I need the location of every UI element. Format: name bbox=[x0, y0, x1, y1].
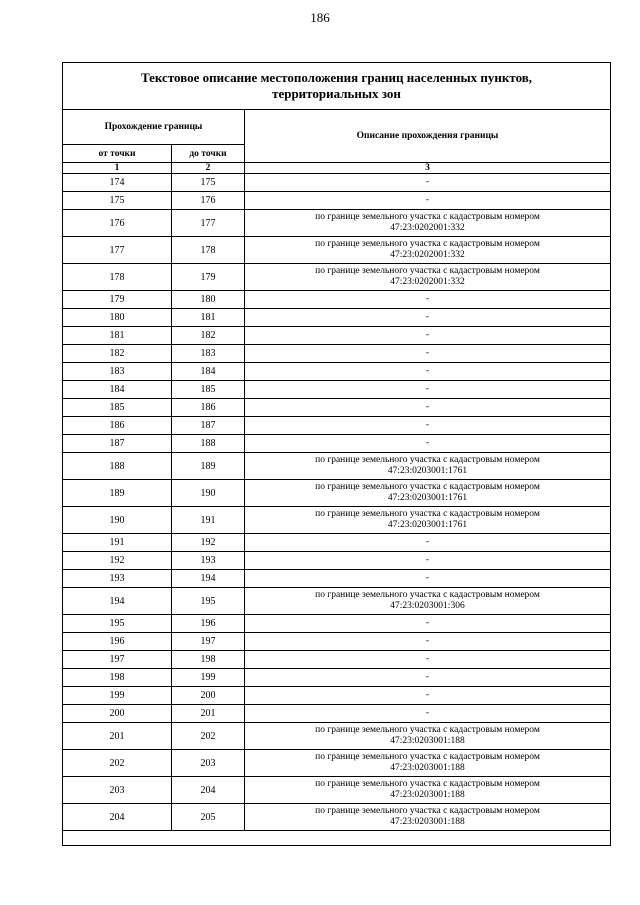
table-row bbox=[63, 174, 611, 192]
table-row bbox=[63, 309, 611, 327]
description-cell bbox=[245, 237, 611, 264]
header-description: Описание прохождения границы bbox=[245, 110, 611, 163]
table-row bbox=[63, 777, 611, 804]
cadastral-number: 47:23:0203001:306 bbox=[390, 601, 465, 611]
description-text: - bbox=[425, 294, 430, 304]
to-point-cell: 176 bbox=[172, 192, 245, 210]
header-to-point: до точки bbox=[172, 145, 245, 163]
description-text: - bbox=[425, 366, 430, 376]
description-cell bbox=[245, 309, 611, 327]
cadastral-number: 47:23:0203001:1761 bbox=[387, 466, 468, 476]
description-text: по границе земельного участка с кадастровым номером bbox=[315, 482, 540, 492]
table-row bbox=[63, 507, 611, 534]
from-point-cell: 189 bbox=[63, 480, 172, 507]
cadastral-number: 47:23:0203001:188 bbox=[390, 763, 465, 773]
description-cell bbox=[245, 804, 611, 831]
to-point-cell: 193 bbox=[172, 552, 245, 570]
description-cell bbox=[245, 687, 611, 705]
description-text: по границе земельного участка с кадастровым номером bbox=[315, 455, 540, 465]
to-point-cell: 203 bbox=[172, 750, 245, 777]
from-point-cell: 187 bbox=[63, 435, 172, 453]
description-text: - bbox=[425, 690, 430, 700]
description-text: по границе земельного участка с кадастровым номером bbox=[315, 779, 540, 789]
table-row bbox=[63, 435, 611, 453]
table-row bbox=[63, 570, 611, 588]
description-cell bbox=[245, 264, 611, 291]
cadastral-number: 47:23:0203001:188 bbox=[390, 817, 465, 827]
description-cell bbox=[245, 453, 611, 480]
description-cell bbox=[245, 174, 611, 192]
to-point-cell: 183 bbox=[172, 345, 245, 363]
description-text: - bbox=[425, 708, 430, 718]
from-point-cell: 186 bbox=[63, 417, 172, 435]
description-text: по границе земельного участка с кадастровым номером bbox=[315, 212, 540, 222]
description-cell bbox=[245, 552, 611, 570]
description-text: - bbox=[425, 672, 430, 682]
column-number-3: 3 bbox=[245, 163, 611, 174]
from-point-cell: 203 bbox=[63, 777, 172, 804]
description-text: - bbox=[425, 348, 430, 358]
table-row bbox=[63, 687, 611, 705]
description-cell bbox=[245, 723, 611, 750]
table-row bbox=[63, 192, 611, 210]
table-row bbox=[63, 633, 611, 651]
from-point-cell: 199 bbox=[63, 687, 172, 705]
to-point-cell: 189 bbox=[172, 453, 245, 480]
description-cell bbox=[245, 192, 611, 210]
from-point-cell: 177 bbox=[63, 237, 172, 264]
description-cell bbox=[245, 507, 611, 534]
table-title: Текстовое описание местоположения границ населенных пунктов, территориальных зон bbox=[63, 63, 611, 110]
description-cell bbox=[245, 588, 611, 615]
description-text: - bbox=[425, 618, 430, 628]
from-point-cell: 185 bbox=[63, 399, 172, 417]
table-row bbox=[63, 480, 611, 507]
table-row bbox=[63, 669, 611, 687]
from-point-cell: 200 bbox=[63, 705, 172, 723]
from-point-cell: 183 bbox=[63, 363, 172, 381]
from-point-cell: 197 bbox=[63, 651, 172, 669]
from-point-cell: 201 bbox=[63, 723, 172, 750]
header-passage: Прохождение границы bbox=[63, 110, 245, 145]
description-cell bbox=[245, 651, 611, 669]
from-point-cell: 176 bbox=[63, 210, 172, 237]
table-row bbox=[63, 534, 611, 552]
description-text: - bbox=[425, 438, 430, 448]
to-point-cell: 180 bbox=[172, 291, 245, 309]
from-point-cell: 188 bbox=[63, 453, 172, 480]
table-row bbox=[63, 705, 611, 723]
to-point-cell: 187 bbox=[172, 417, 245, 435]
table-row bbox=[63, 552, 611, 570]
table-row bbox=[63, 651, 611, 669]
cadastral-number: 47:23:0203001:188 bbox=[390, 736, 465, 746]
description-cell bbox=[245, 534, 611, 552]
to-point-cell: 198 bbox=[172, 651, 245, 669]
table-row bbox=[63, 588, 611, 615]
description-cell bbox=[245, 327, 611, 345]
cadastral-number: 47:23:0202001:332 bbox=[390, 277, 465, 287]
table-row bbox=[63, 615, 611, 633]
to-point-cell: 201 bbox=[172, 705, 245, 723]
to-point-cell: 175 bbox=[172, 174, 245, 192]
description-text: - bbox=[425, 654, 430, 664]
description-text: - bbox=[425, 384, 430, 394]
description-text: - bbox=[425, 555, 430, 565]
from-point-cell: 198 bbox=[63, 669, 172, 687]
to-point-cell: 190 bbox=[172, 480, 245, 507]
table-row bbox=[63, 804, 611, 831]
description-text: по границе земельного участка с кадастровым номером bbox=[315, 725, 540, 735]
description-text: - bbox=[425, 330, 430, 340]
to-point-cell: 178 bbox=[172, 237, 245, 264]
description-cell bbox=[245, 417, 611, 435]
table-row bbox=[63, 750, 611, 777]
to-point-cell: 194 bbox=[172, 570, 245, 588]
to-point-cell: 186 bbox=[172, 399, 245, 417]
to-point-cell: 182 bbox=[172, 327, 245, 345]
to-point-cell: 185 bbox=[172, 381, 245, 399]
description-cell bbox=[245, 570, 611, 588]
table-footer-space bbox=[63, 831, 611, 846]
description-text: по границе земельного участка с кадастровым номером bbox=[315, 266, 540, 276]
table-row bbox=[63, 291, 611, 309]
from-point-cell: 180 bbox=[63, 309, 172, 327]
column-number-1: 1 bbox=[63, 163, 172, 174]
description-cell bbox=[245, 669, 611, 687]
from-point-cell: 179 bbox=[63, 291, 172, 309]
description-text: по границе земельного участка с кадастровым номером bbox=[315, 509, 540, 519]
from-point-cell: 175 bbox=[63, 192, 172, 210]
description-cell bbox=[245, 777, 611, 804]
to-point-cell: 196 bbox=[172, 615, 245, 633]
from-point-cell: 181 bbox=[63, 327, 172, 345]
to-point-cell: 197 bbox=[172, 633, 245, 651]
description-text: по границе земельного участка с кадастровым номером bbox=[315, 752, 540, 762]
table-row bbox=[63, 417, 611, 435]
to-point-cell: 181 bbox=[172, 309, 245, 327]
description-cell bbox=[245, 615, 611, 633]
header-from-point: от точки bbox=[63, 145, 172, 163]
table-row bbox=[63, 237, 611, 264]
table-row bbox=[63, 399, 611, 417]
description-cell bbox=[245, 750, 611, 777]
description-cell bbox=[245, 435, 611, 453]
to-point-cell: 204 bbox=[172, 777, 245, 804]
to-point-cell: 177 bbox=[172, 210, 245, 237]
table-row bbox=[63, 264, 611, 291]
description-cell bbox=[245, 480, 611, 507]
from-point-cell: 193 bbox=[63, 570, 172, 588]
from-point-cell: 195 bbox=[63, 615, 172, 633]
description-text: - bbox=[425, 177, 430, 187]
table-row bbox=[63, 453, 611, 480]
table-row bbox=[63, 723, 611, 750]
description-cell bbox=[245, 363, 611, 381]
table-row bbox=[63, 210, 611, 237]
description-text: по границе земельного участка с кадастровым номером bbox=[315, 239, 540, 249]
description-cell bbox=[245, 381, 611, 399]
description-text: - bbox=[425, 312, 430, 322]
table-row bbox=[63, 381, 611, 399]
description-cell bbox=[245, 705, 611, 723]
to-point-cell: 188 bbox=[172, 435, 245, 453]
description-text: - bbox=[425, 636, 430, 646]
table-row bbox=[63, 345, 611, 363]
description-text: - bbox=[425, 573, 430, 583]
table-row bbox=[63, 363, 611, 381]
to-point-cell: 179 bbox=[172, 264, 245, 291]
description-text: по границе земельного участка с кадастровым номером bbox=[315, 806, 540, 816]
boundary-table bbox=[62, 62, 611, 846]
description-text: по границе земельного участка с кадастровым номером bbox=[315, 590, 540, 600]
table-row bbox=[63, 327, 611, 345]
description-text: - bbox=[425, 195, 430, 205]
to-point-cell: 184 bbox=[172, 363, 245, 381]
cadastral-number: 47:23:0203001:1761 bbox=[387, 493, 468, 503]
description-text: - bbox=[425, 420, 430, 430]
description-cell bbox=[245, 291, 611, 309]
from-point-cell: 182 bbox=[63, 345, 172, 363]
description-text: - bbox=[425, 537, 430, 547]
description-cell bbox=[245, 633, 611, 651]
from-point-cell: 196 bbox=[63, 633, 172, 651]
from-point-cell: 174 bbox=[63, 174, 172, 192]
to-point-cell: 199 bbox=[172, 669, 245, 687]
cadastral-number: 47:23:0203001:188 bbox=[390, 790, 465, 800]
from-point-cell: 192 bbox=[63, 552, 172, 570]
page-number: 186 bbox=[310, 10, 330, 25]
description-text: - bbox=[425, 402, 430, 412]
to-point-cell: 202 bbox=[172, 723, 245, 750]
description-cell bbox=[245, 345, 611, 363]
from-point-cell: 191 bbox=[63, 534, 172, 552]
description-cell bbox=[245, 399, 611, 417]
to-point-cell: 205 bbox=[172, 804, 245, 831]
from-point-cell: 184 bbox=[63, 381, 172, 399]
cadastral-number: 47:23:0202001:332 bbox=[390, 250, 465, 260]
to-point-cell: 191 bbox=[172, 507, 245, 534]
to-point-cell: 192 bbox=[172, 534, 245, 552]
to-point-cell: 200 bbox=[172, 687, 245, 705]
column-number-2: 2 bbox=[172, 163, 245, 174]
from-point-cell: 178 bbox=[63, 264, 172, 291]
to-point-cell: 195 bbox=[172, 588, 245, 615]
cadastral-number: 47:23:0202001:332 bbox=[390, 223, 465, 233]
from-point-cell: 194 bbox=[63, 588, 172, 615]
from-point-cell: 202 bbox=[63, 750, 172, 777]
from-point-cell: 204 bbox=[63, 804, 172, 831]
description-cell bbox=[245, 210, 611, 237]
cadastral-number: 47:23:0203001:1761 bbox=[387, 520, 468, 530]
from-point-cell: 190 bbox=[63, 507, 172, 534]
